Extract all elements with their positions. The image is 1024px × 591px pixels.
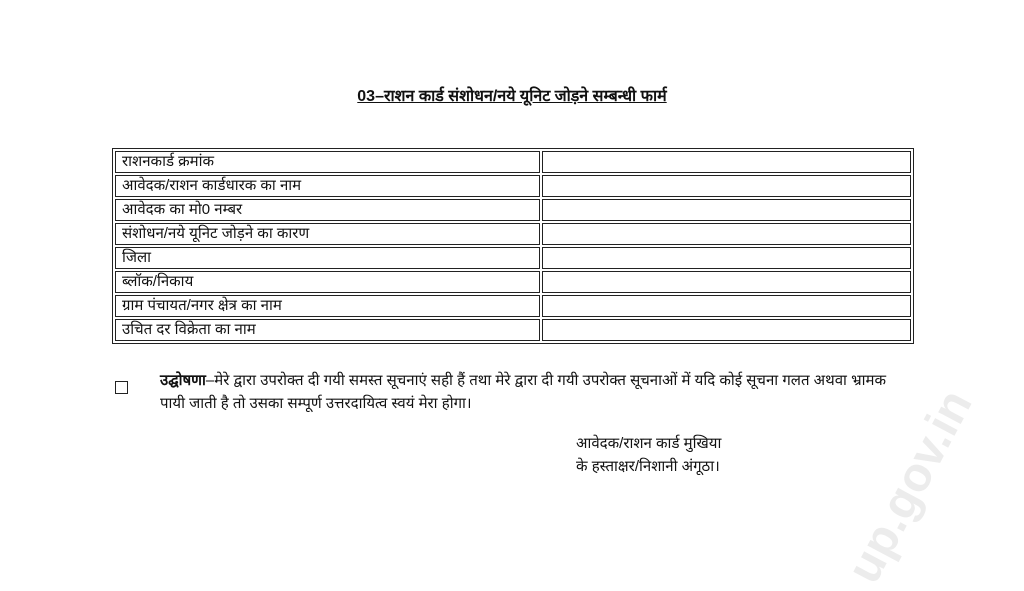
form-row-label: राशनकार्ड क्रमांक — [115, 151, 540, 173]
watermark: up.gov.in — [837, 381, 983, 591]
form-row-label: आवेदक/राशन कार्डधारक का नाम — [115, 175, 540, 197]
form-row — [115, 247, 911, 269]
declaration-text — [160, 369, 890, 415]
form-row-value-field[interactable] — [542, 223, 911, 245]
form-title-text: 03–राशन कार्ड संशोधन/नये यूनिट जोड़ने सम्बन्धी फार्म — [357, 88, 667, 105]
form-row-label: आवेदक का मो0 नम्बर — [115, 199, 540, 221]
form-row-value-field[interactable] — [542, 295, 911, 317]
signature-line-2: के हस्ताक्षर/निशानी अंगूठा। — [576, 458, 720, 475]
form-row-value-field[interactable] — [542, 271, 911, 293]
form-row-value-field[interactable] — [542, 319, 911, 341]
form-row — [115, 199, 911, 221]
form-row — [115, 175, 911, 197]
form-row-value-field[interactable] — [542, 151, 911, 173]
form-row-value-field[interactable] — [542, 175, 911, 197]
form-row — [115, 271, 911, 293]
form-table — [112, 148, 914, 344]
form-row-label: ग्राम पंचायत/नगर क्षेत्र का नाम — [115, 295, 540, 317]
form-row-label: उचित दर विक्रेता का नाम — [115, 319, 540, 341]
declaration-checkbox[interactable] — [115, 381, 128, 394]
form-row-label: संशोधन/नये यूनिट जोड़ने का कारण — [115, 223, 540, 245]
form-row — [115, 151, 911, 173]
form-row-value-field[interactable] — [542, 199, 911, 221]
form-row-label: जिला — [115, 247, 540, 269]
form-row — [115, 295, 911, 317]
declaration-heading: उद्घोषणा — [160, 372, 206, 389]
form-row-value-field[interactable] — [542, 247, 911, 269]
form-title — [0, 84, 1024, 106]
signature-block — [576, 432, 721, 478]
form-row — [115, 319, 911, 341]
form-row-label: ब्लॉक/निकाय — [115, 271, 540, 293]
declaration-body: –मेरे द्वारा उपरोक्त दी गयी समस्त सूचनाएं सही हैं तथा मेरे द्वारा दी गयी उपरोक्त सूचनाओं में यदि कोई सूचना गलत अथवा भ्रामक पायी जाती है तो उसका सम्पूर्ण उत्तरदायित्व स्वयं मेरा होगा। — [160, 372, 887, 412]
form-row — [115, 223, 911, 245]
signature-line-1: आवेदक/राशन कार्ड मुखिया — [576, 435, 722, 452]
